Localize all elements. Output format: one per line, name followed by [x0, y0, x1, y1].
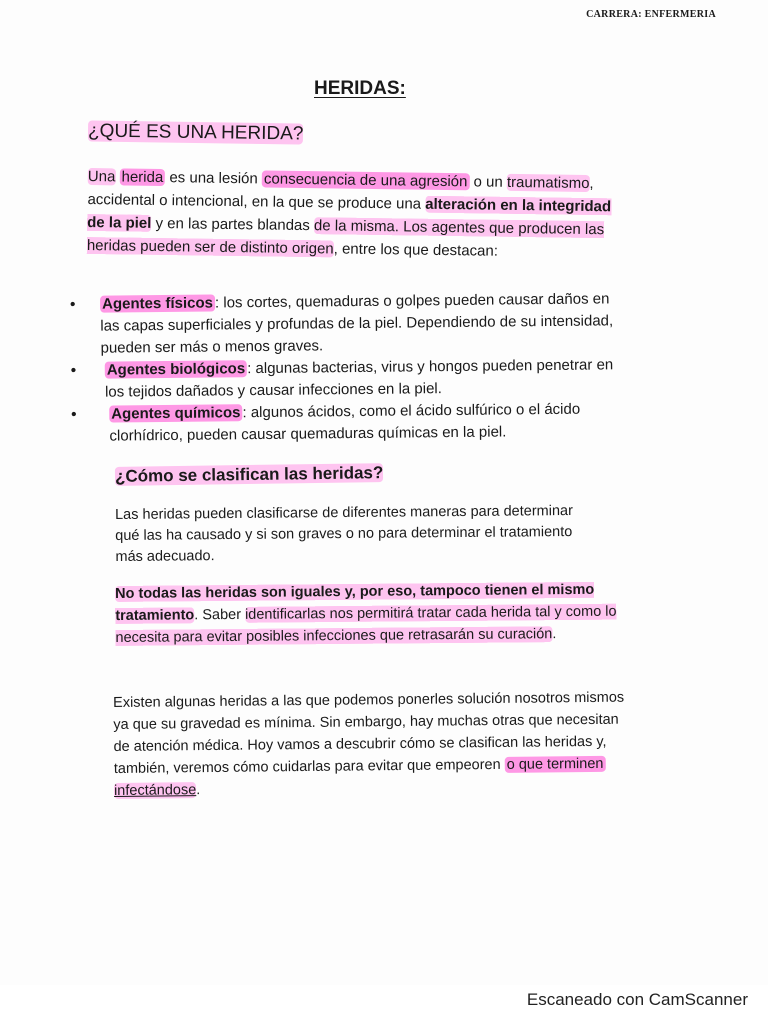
- intro-text: herida: [121, 168, 164, 187]
- intro-text: y en las partes blandas: [151, 214, 315, 235]
- bullet-term: Agentes físicos: [102, 294, 214, 313]
- agents-list: [70, 288, 632, 448]
- treatment-text: . Saber: [194, 606, 246, 624]
- intro-text: Una: [87, 167, 116, 186]
- bullet-term: Agentes biológicos: [106, 360, 246, 379]
- intro-text: consecuencia de una agresión: [263, 170, 468, 191]
- list-item: [70, 288, 631, 360]
- classification-paragraph: Las heridas pueden clasificarse de diferentes maneras para determinar qué las ha causado y si son graves o no para determinar el tratamiento más adecuado.: [115, 503, 573, 565]
- treatment-text: .: [552, 626, 557, 643]
- list-item: [71, 398, 631, 448]
- closing-text: Existen algunas heridas a las que podemos ponerles solución nosotros mismos ya que su gravedad es mínima. Sin embargo, hay muchas otras que necesitan de atención médica. Hoy vamos a descubrir cómo se clasifican las heridas y, también, veremos cómo cuidarlas para evitar que empeoren: [113, 689, 625, 777]
- bullet-icon: •: [70, 295, 76, 313]
- bullet-text: : los cortes, quemaduras o golpes pueden causar daños en las capas superficiales y profundas de la piel. Dependiendo de su intensidad, pueden ser más o menos graves.: [100, 290, 614, 357]
- bullet-text: : algunas bacterias, virus y hongos pueden penetrar en los tejidos dañados y causar infecciones en la piel.: [104, 356, 614, 401]
- question-what-is-wound: [88, 120, 304, 145]
- intro-text: de la misma. Los agentes que producen las heridas pueden ser de distinto origen: [86, 217, 605, 258]
- intro-text: es una lesión: [165, 169, 263, 188]
- intro-text: o un: [469, 173, 508, 191]
- intro-text: , entre los que destacan:: [333, 240, 499, 260]
- camscanner-watermark: Escaneado con CamScanner: [526, 990, 748, 1009]
- bullet-icon: •: [70, 361, 77, 379]
- intro-bold-text: alteración en la integridad de la piel: [87, 195, 612, 232]
- intro-paragraph: [87, 165, 628, 265]
- bullet-text: : algunos ácidos, como el ácido sulfúrico o el ácido clorhídrico, pueden causar quemaduras químicas en la piel.: [109, 400, 581, 445]
- question-what-is-wound-text: ¿QUÉ ES UNA HERIDA?: [87, 120, 304, 145]
- treatment-bold-text: No todas las heridas son iguales y, por eso, tampoco tienen el mismo tratamiento: [115, 581, 595, 624]
- career-header: CARRERA: ENFERMERIA: [586, 9, 716, 20]
- closing-end: .: [196, 782, 201, 799]
- question-classification: [115, 463, 384, 487]
- treatment-highlight-text: identificarlas nos permitirá tratar cada herida tal y como lo necesita para evitar posibles infecciones que retrasarán su curación: [115, 603, 617, 646]
- bullet-icon: •: [71, 405, 77, 423]
- page-title: HERIDAS:: [314, 78, 406, 99]
- treatment-paragraph: [115, 579, 626, 649]
- closing-underlined: infectándose: [113, 782, 197, 799]
- list-item: [71, 354, 631, 404]
- bullet-term: Agentes químicos: [111, 404, 241, 423]
- intro-text: , accidental o intencional, en la que se produce una: [87, 175, 594, 213]
- closing-paragraph: [113, 687, 634, 802]
- closing-highlight: o que terminen: [506, 755, 604, 773]
- question-classification-text: ¿Cómo se clasifican las heridas?: [114, 463, 384, 486]
- intro-text: traumatismo: [506, 173, 590, 193]
